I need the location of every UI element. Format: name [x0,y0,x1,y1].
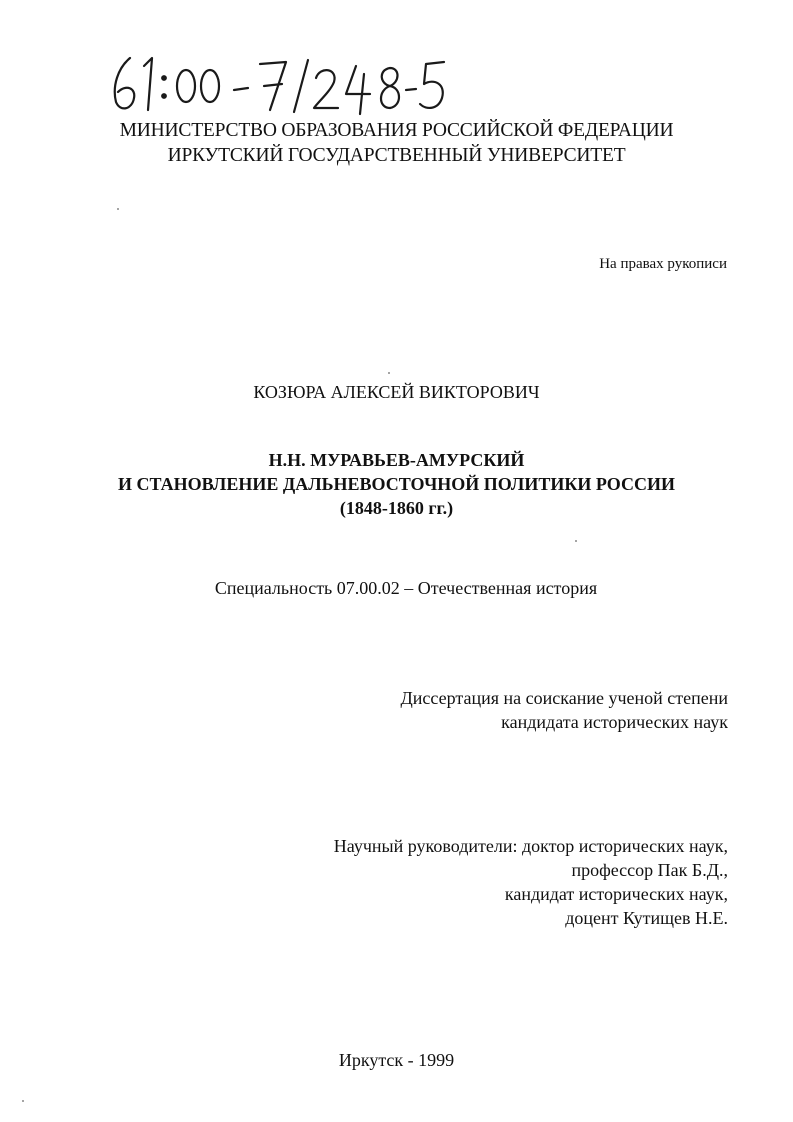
advisors-line-2: профессор Пак Б.Д., [571,860,728,880]
scan-speck [117,208,119,210]
dissertation-title [0,448,793,520]
university-name: ИРКУТСКИЙ ГОСУДАРСТВЕННЫЙ УНИВЕРСИТЕТ [167,145,626,166]
author-name: КОЗЮРА АЛЕКСЕЙ ВИКТОРОВИЧ [253,382,540,402]
ministry-name: МИНИСТЕРСТВО ОБРАЗОВАНИЯ РОССИЙСКОЙ ФЕДЕРАЦИИ [119,120,674,141]
degree-line-1: Диссертация на соискание ученой степени [400,688,728,708]
degree-line-2: кандидата исторических наук [501,712,728,732]
title-line-2: И СТАНОВЛЕНИЕ ДАЛЬНЕВОСТОЧНОЙ ПОЛИТИКИ РОССИИ [117,474,675,494]
scientific-advisors [334,834,728,930]
institution-header [0,118,793,168]
advisors-line-1: Научный руководители: доктор исторических наук, [333,836,728,856]
title-years: (1848-1860 гг.) [339,498,454,518]
handwritten-archive-number [108,52,448,118]
place-and-year: Иркутск - 1999 [338,1050,455,1070]
advisors-line-3: кандидат исторических наук, [504,884,728,904]
scan-speck [388,372,390,374]
scan-speck [575,540,577,542]
specialty-line: Специальность 07.00.02 – Отечественная история [214,578,598,598]
manuscript-rights-note: На правах рукописи [599,256,727,272]
scan-speck [22,1100,24,1102]
advisors-line-4: доцент Кутищев Н.Е. [565,908,728,928]
degree-statement [401,686,728,734]
title-line-1: Н.Н. МУРАВЬЕВ-АМУРСКИЙ [268,450,525,470]
